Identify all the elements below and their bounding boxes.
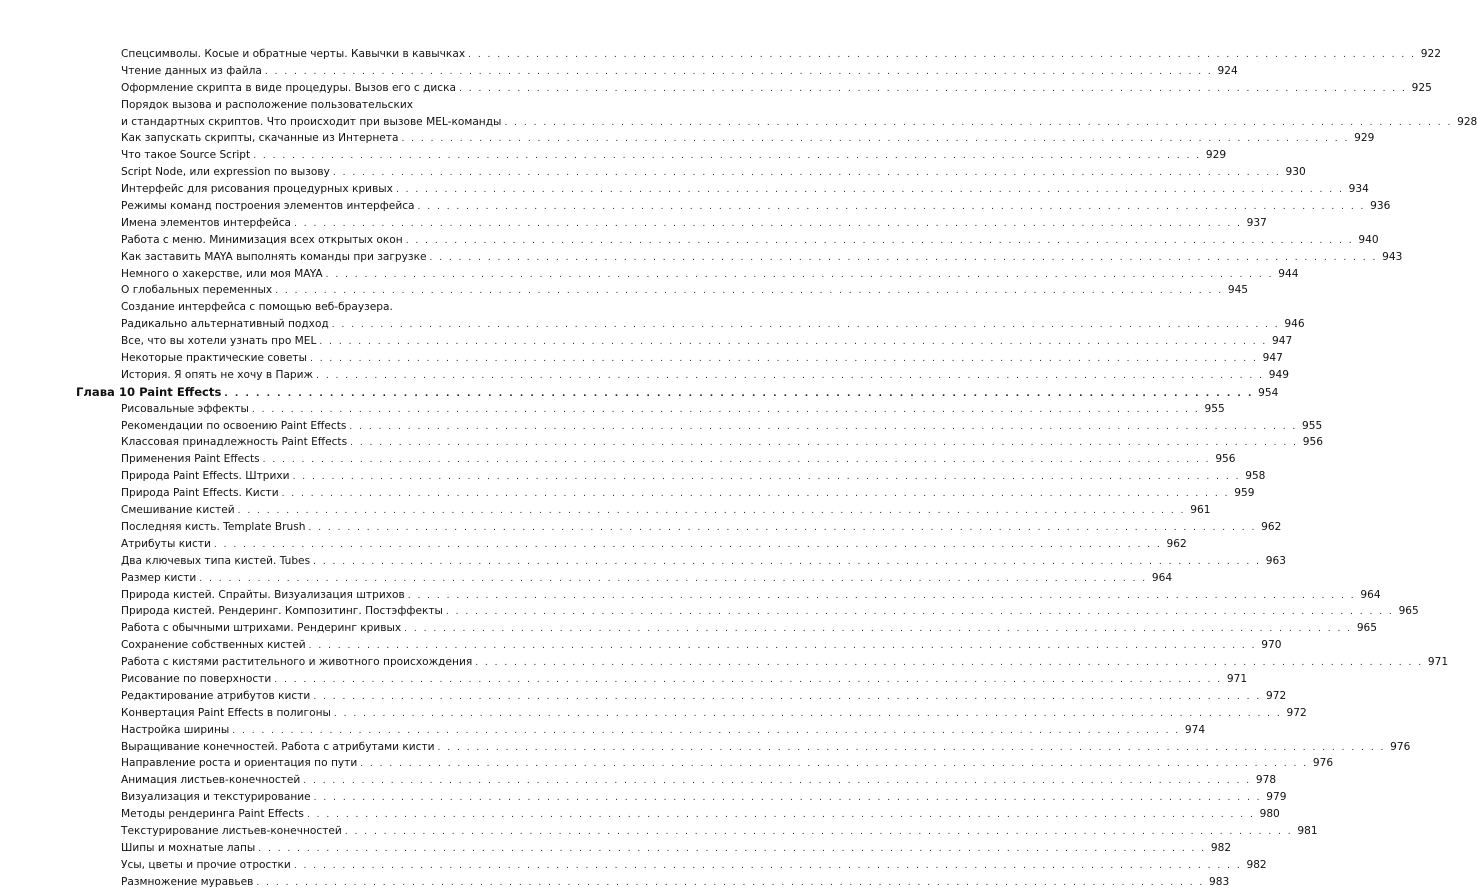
toc-entry-page: 946 — [1284, 318, 1305, 331]
dot-leader — [459, 81, 1407, 98]
toc-entry-title: Рекомендации по освоению Paint Effects — [121, 419, 347, 432]
dot-leader — [256, 875, 1204, 892]
dot-leader — [303, 773, 1251, 790]
toc-entry-page: 963 — [1265, 554, 1286, 567]
toc-entry-page: 955 — [1204, 402, 1225, 415]
toc-entry-page: 965 — [1398, 605, 1419, 618]
toc-entry-page: 971 — [1226, 672, 1248, 685]
chapter-page: 954 — [1258, 386, 1279, 399]
toc-entry — [0, 215, 1267, 232]
toc-entry — [0, 671, 1248, 688]
dot-leader — [313, 554, 1261, 571]
toc-entry — [0, 519, 1282, 536]
toc-entry-page: 982 — [1246, 858, 1267, 871]
dot-leader — [332, 317, 1280, 334]
dot-leader — [309, 638, 1257, 655]
toc-entry-page: 936 — [1370, 200, 1391, 213]
toc-entry-page: 979 — [1266, 791, 1287, 804]
toc-entry-title: Последняя кисть. Template Brush — [121, 520, 306, 533]
toc-entry — [0, 485, 1255, 502]
toc-entry-title: Все, что вы хотели узнать про MEL — [121, 335, 317, 348]
dot-leader — [319, 334, 1267, 351]
toc-entry-title: Что такое Source Script — [121, 149, 251, 162]
dot-leader — [406, 233, 1354, 250]
toc-entry-page: 929 — [1354, 132, 1375, 145]
toc-entry-page: 947 — [1262, 352, 1283, 365]
toc-entry — [0, 705, 1307, 722]
toc-entry — [0, 874, 1230, 891]
toc-entry-title: Направление роста и ориентация по пути — [121, 757, 358, 770]
toc-entry-title: Как запускать скрипты, скачанные из Интернета — [121, 132, 399, 145]
toc-entry — [0, 130, 1375, 147]
table-of-contents — [0, 46, 1477, 891]
dot-leader — [334, 706, 1282, 723]
toc-entry-page: 958 — [1245, 470, 1266, 483]
dot-leader — [307, 807, 1255, 824]
toc-entry-page: 970 — [1261, 639, 1282, 652]
toc-entry — [0, 367, 1289, 384]
dot-leader — [253, 148, 1201, 165]
toc-entry-title: Чтение данных из файла — [121, 64, 262, 77]
toc-entry — [0, 857, 1267, 874]
toc-entry-page: 961 — [1190, 504, 1211, 517]
toc-entry-page: 929 — [1205, 149, 1227, 162]
dot-leader — [232, 723, 1180, 740]
dot-leader — [308, 520, 1256, 537]
toc-entry — [0, 603, 1419, 620]
dot-leader — [333, 165, 1281, 182]
dot-leader — [326, 267, 1274, 284]
toc-entry-title: Атрибуты кисти — [121, 537, 211, 550]
toc-entry-title: Радикально альтернативный подход — [121, 318, 329, 331]
toc-entry — [0, 198, 1391, 215]
toc-entry-title: Визуализация и текстурирование — [121, 791, 311, 804]
dot-leader — [429, 250, 1377, 267]
toc-entry-title: Конвертация Paint Effects в полигоны — [121, 706, 331, 719]
toc-entry-title: Script Node, или expression по вызову — [121, 166, 330, 179]
toc-entry-title: Методы рендеринга Paint Effects — [121, 808, 304, 821]
dot-leader — [274, 672, 1222, 689]
toc-entry — [0, 570, 1173, 587]
dot-leader — [404, 621, 1352, 638]
dot-leader — [349, 419, 1297, 436]
toc-entry-title: Имена элементов интерфейса — [121, 216, 292, 229]
toc-entry-page: 980 — [1259, 808, 1280, 821]
toc-entry-title: Сохранение собственных кистей — [121, 639, 306, 652]
toc-entry-title: Оформление скрипта в виде процедуры. Вызов его с диска — [121, 81, 457, 94]
toc-entry-page: 964 — [1151, 571, 1173, 584]
toc-entry-title: Режимы команд построения элементов интерфейса — [121, 200, 415, 213]
dot-leader — [294, 858, 1242, 875]
toc-entry-page: 972 — [1286, 706, 1307, 719]
toc-entry-title: Некоторые практические советы — [121, 352, 307, 365]
toc-entry-title: Как заставить MAYA выполнять команды при загрузке — [121, 250, 427, 263]
dot-leader — [199, 571, 1147, 588]
toc-entry-page: 949 — [1268, 368, 1289, 381]
toc-entry — [0, 755, 1334, 772]
toc-entry-title: Размер кисти — [121, 571, 197, 584]
toc-entry-title: Работа с обычными штрихами. Рендеринг кривых — [121, 622, 402, 635]
toc-entry-title: Природа Paint Effects. Кисти — [121, 487, 279, 500]
toc-entry-no-page: Создание интерфейса с помощью веб-браузера. — [121, 301, 393, 314]
toc-entry-page: 983 — [1209, 875, 1230, 888]
toc-entry-title: Интерфейс для рисования процедурных кривых — [121, 183, 393, 196]
toc-entry-title: Применения Paint Effects — [121, 453, 260, 466]
dot-leader — [408, 588, 1356, 605]
toc-entry — [0, 722, 1206, 739]
toc-entry-page: 959 — [1234, 487, 1255, 500]
toc-entry-page: 947 — [1272, 335, 1293, 348]
toc-entry — [0, 806, 1280, 823]
toc-entry — [0, 249, 1403, 266]
toc-entry-page: 974 — [1184, 723, 1206, 736]
dot-leader — [396, 182, 1344, 199]
toc-entry-page: 945 — [1227, 284, 1249, 297]
toc-entry — [0, 80, 1432, 97]
toc-entry-wrapped-first-line: Порядок вызова и расположение пользовательских — [121, 98, 414, 111]
toc-entry-title: Размножение муравьев — [121, 875, 254, 888]
toc-entry — [0, 266, 1299, 283]
toc-entry — [0, 316, 1305, 333]
toc-entry-page: 922 — [1420, 48, 1441, 60]
toc-entry-title: Рисование по поверхности — [121, 672, 272, 685]
toc-entry-page: 965 — [1356, 622, 1378, 635]
toc-entry-page: 925 — [1411, 81, 1432, 94]
toc-entry-page: 944 — [1278, 267, 1299, 280]
toc-entry-title: Смешивание кистей — [121, 504, 235, 517]
toc-entry-title: История. Я опять не хочу в Париж — [121, 368, 314, 381]
dot-leader — [360, 756, 1308, 773]
toc-entry — [0, 502, 1211, 519]
dot-leader — [504, 115, 1452, 132]
chapter-title: Глава 10 Paint Effects — [76, 384, 222, 399]
dot-leader — [446, 604, 1394, 621]
toc-entry — [0, 164, 1306, 181]
toc-entry-page: 943 — [1382, 250, 1403, 263]
toc-entry — [0, 468, 1266, 485]
toc-entry — [0, 587, 1381, 604]
toc-entry — [0, 401, 1225, 418]
toc-entry-title: Настройка ширины — [121, 723, 230, 736]
dot-leader — [418, 199, 1366, 216]
toc-entry-page: 924 — [1217, 64, 1238, 77]
toc-entry — [0, 434, 1323, 451]
dot-leader — [314, 790, 1262, 807]
toc-entry-page: 964 — [1360, 588, 1381, 601]
toc-entry-page: 978 — [1255, 774, 1277, 787]
toc-entry — [0, 282, 1249, 299]
dot-leader — [316, 368, 1264, 385]
toc-entry — [0, 418, 1323, 435]
toc-entry-title: и стандартных скриптов. Что происходит при вызове MEL-команды — [121, 115, 502, 128]
toc-entry-page: 940 — [1358, 233, 1379, 246]
toc-entry-page: 955 — [1302, 419, 1323, 432]
toc-entry-page: 930 — [1285, 166, 1306, 179]
toc-entry — [0, 350, 1283, 367]
toc-entry-title: Работа с кистями растительного и животного происхождения — [121, 656, 473, 669]
toc-entry-page: 956 — [1215, 453, 1236, 466]
dot-leader — [282, 486, 1230, 503]
toc-entry-page: 934 — [1348, 183, 1369, 196]
toc-entry — [0, 840, 1232, 857]
toc-entry-title: Работа с меню. Минимизация всех открытых окон — [121, 233, 403, 246]
toc-entry-page: 937 — [1246, 216, 1267, 229]
toc-entry — [0, 232, 1379, 249]
toc-entry-title: Природа Paint Effects. Штрихи — [121, 470, 290, 483]
dot-leader — [214, 537, 1162, 554]
dot-leader — [238, 503, 1186, 520]
dot-leader — [293, 469, 1241, 486]
dot-leader — [401, 131, 1349, 148]
dot-leader — [350, 435, 1298, 452]
toc-entry-title: Шипы и мохнатые лапы — [121, 841, 256, 854]
toc-entry-page: 956 — [1302, 436, 1323, 449]
toc-entry-page: 982 — [1210, 841, 1232, 854]
toc-entry — [0, 147, 1227, 164]
chapter-heading — [0, 384, 1279, 401]
toc-entry-title: Рисовальные эффекты — [121, 402, 249, 415]
toc-entry-title: Классовая принадлежность Paint Effects — [121, 436, 348, 449]
toc-entry — [0, 789, 1287, 806]
dot-leader — [265, 64, 1213, 81]
toc-entry-title: Текстурирование листьев-конечностей — [121, 824, 342, 837]
toc-entry-title: Выращивание конечностей. Работа с атрибутами кисти — [121, 740, 435, 753]
toc-entry-title: О глобальных переменных — [121, 284, 273, 297]
dot-leader — [313, 689, 1261, 706]
dot-leader — [258, 841, 1206, 858]
toc-entry — [0, 553, 1286, 570]
toc-entry — [0, 620, 1378, 637]
toc-entry — [0, 114, 1477, 131]
toc-entry — [0, 63, 1238, 80]
toc-entry-page: 962 — [1261, 520, 1282, 533]
toc-entry — [0, 688, 1287, 705]
dot-leader — [310, 351, 1258, 368]
toc-entry — [0, 637, 1282, 654]
dot-leader — [468, 47, 1416, 64]
toc-entry — [0, 46, 1441, 63]
toc-entry-page: 976 — [1390, 740, 1411, 753]
toc-entry-title: Немного о хакерстве, или моя MAYA — [121, 267, 323, 280]
toc-entry — [0, 536, 1187, 553]
toc-entry-page: 928 — [1457, 115, 1477, 128]
toc-entry — [0, 333, 1293, 350]
toc-entry-page: 976 — [1312, 757, 1334, 770]
toc-entry-title: Усы, цветы и прочие отростки — [121, 858, 291, 871]
toc-entry-title: Природа кистей. Спрайты. Визуализация штрихов — [121, 588, 405, 601]
toc-entry — [0, 772, 1277, 789]
toc-entry-title: Два ключевых типа кистей. Tubes — [121, 554, 311, 567]
toc-entry — [0, 823, 1318, 840]
toc-entry-title: Спецсимволы. Косые и обратные черты. Кавычки в кавычках — [121, 48, 466, 60]
dot-leader — [438, 740, 1386, 757]
toc-entry-page: 972 — [1265, 689, 1287, 702]
toc-entry — [0, 451, 1236, 468]
dot-leader — [263, 452, 1211, 469]
toc-entry — [0, 739, 1411, 756]
toc-entry-title: Природа кистей. Рендеринг. Композитинг. Постэффекты — [121, 605, 443, 618]
toc-entry-title: Редактирование атрибутов кисти — [121, 689, 311, 702]
toc-entry-page: 981 — [1297, 824, 1318, 837]
toc-entry-title: Анимация листьев-конечностей — [121, 774, 301, 787]
dot-leader — [345, 824, 1293, 841]
toc-entry-page: 962 — [1166, 537, 1187, 550]
toc-entry — [0, 654, 1449, 671]
toc-entry — [0, 181, 1369, 198]
dot-leader — [475, 655, 1423, 672]
dot-leader — [252, 402, 1200, 419]
dot-leader — [275, 283, 1223, 300]
toc-entry-page: 971 — [1427, 656, 1449, 669]
dot-leader — [294, 216, 1242, 233]
